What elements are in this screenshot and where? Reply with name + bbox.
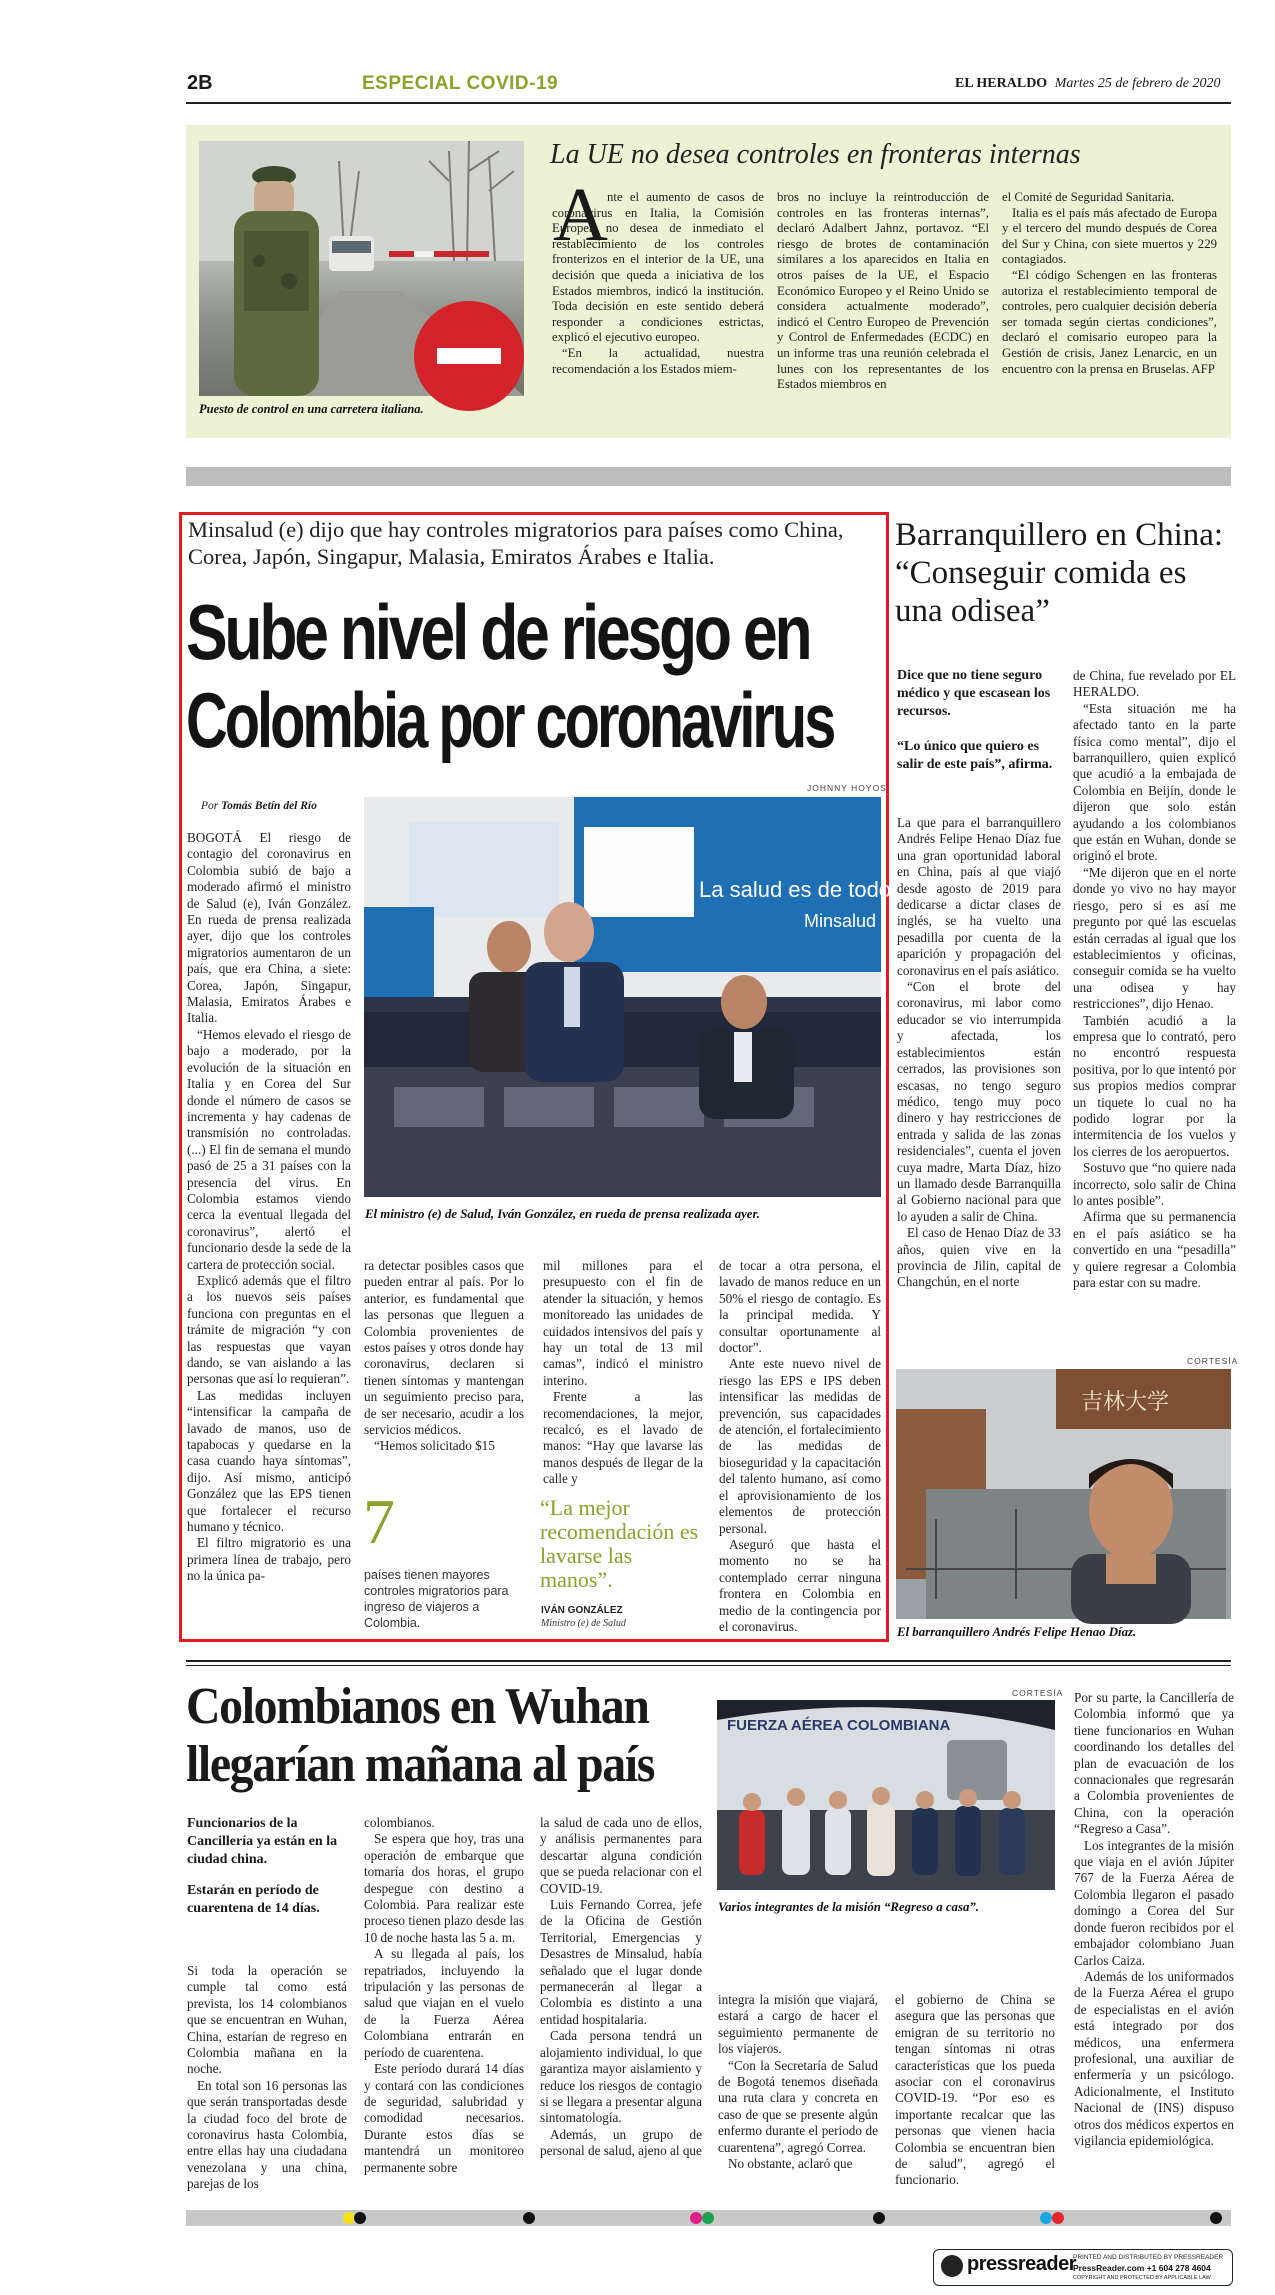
- register-dot-black: [354, 2212, 366, 2224]
- ue-photo: [199, 141, 524, 396]
- main-photo-credit: JOHNNY HOYOS: [807, 783, 887, 793]
- pressreader-line-2: PressReader.com +1 604 278 4604: [1073, 2263, 1211, 2273]
- wuhan-photo-credit: CORTESÍA: [1012, 1688, 1064, 1698]
- china-col2-para: Sostuvo que “no quiere nada incorrecto, solo salir de China lo antes posible”.: [1073, 1160, 1236, 1208]
- ue-col3-para: el Comité de Seguridad Sanitaria.: [1002, 190, 1175, 204]
- wuhan-col2-para: Se espera que hoy, tras una operación de embarque que tomaría dos horas, el grupo despegue con destino a Colombia. Para realizar este proceso tienen plazo desde las 10 de noche hasta las 5 a. m.: [364, 1831, 524, 1945]
- pressreader-logo-icon: [941, 2255, 963, 2277]
- wuhan-col6-para: Además de los uniformados de la Fuerza Aérea el grupo de especialistas en el avión está integrado por dos médicos, una enfermera profesional, una auxiliar de enfermería y un psicólogo. Adicionalmente, el Instituto Nacional de (INS) dispuso otros dos médicos expertos en vigilancia epidemiológica.: [1074, 1968, 1234, 2148]
- wuhan-col3-para: Luis Fernando Correa, jefe de la Oficina de Gestión Territorial, Emergencias y Desastres de Minsalud, había señalado que el lugar donde permanecerán al llegar a Colombia es distinto a una entidad hospitalaria.: [540, 1897, 702, 2027]
- ue-dropcap: A: [553, 173, 608, 257]
- pressreader-brand: pressreader: [967, 2253, 1077, 2275]
- ue-col3-para: “El código Schengen en las fronteras autoriza el restablecimiento temporal de controles, pero cualquier decisión debería ser tomada según ciertas condiciones”, declaró el comisario europeo para la Gestión de crisis, Janez Lenarcic, en un encuentro con la prensa en Bruselas. AFP: [1002, 267, 1217, 376]
- china-col2-para: “Esta situación me ha afectado tanto en la parte física como mental”, dijo el barranquillero, quien explicó que acudió a la embajada de Colombia en Beijín, donde le dijeron que solo están ayudando a los colombianos que están en Wuhan, donde se originó el brote.: [1073, 700, 1236, 864]
- wuhan-col3-para: la salud de cada uno de ellos, y análisis permanentes para descartar alguna condición que se pueda relacionar con el COVID-19.: [540, 1815, 702, 1896]
- wuhan-photo-sign: FUERZA AÉREA COLOMBIANA: [727, 1717, 951, 1734]
- wuhan-photo: [717, 1700, 1055, 1890]
- china-deck-1: Dice que no tiene seguro médico y que escasean los recursos.: [897, 668, 1051, 719]
- photo-sign-text: La salud es de todos: [699, 877, 903, 902]
- main-col1-para: El filtro migratorio es una primera línea de trabajo, pero no la única pa-: [187, 1535, 351, 1584]
- selfie-illustration: [896, 1369, 1231, 1619]
- main-col4-para: Aseguró que hasta el momento no se ha contemplado cerrar ninguna frontera en Colombia en medio de la contingencia por el coronavirus.: [719, 1536, 881, 1634]
- wuhan-column-2: [364, 1815, 524, 2176]
- ue-column-3: [1002, 190, 1217, 377]
- wuhan-col1-para: En total son 16 personas las que serán transportadas desde la ciudad foco del brote de coronavirus hasta Colombia, entre ellas hay una ciudadana venezolana y una china, parejas de los: [187, 2077, 347, 2192]
- wuhan-column-3: [540, 1815, 702, 2160]
- china-deck-2: “Lo único que quiero es salir de este país”, afirma.: [897, 739, 1053, 772]
- pull-quote: “La mejor recomendación es lavarse las manos”.: [540, 1495, 699, 1592]
- china-col2-para: de China, fue revelado por EL HERALDO.: [1073, 668, 1236, 700]
- main-col2-para: ra detectar posibles casos que pueden entrar al país. Por lo anterior, es fundamental que las personas que lleguen a Colombia provenientes de estos países y otros donde hay coronavirus, declaren si tienen síntomas y mantengan un seguimiento preciso para, de ser necesario, acudir a los servicios médicos.: [364, 1258, 524, 1438]
- main-col1-para: “Hemos elevado el riesgo de bajo a moderado, por la evolución de la situación en Italia y en Corea del Sur donde el número de casos se incrementa y hay cadenas de transmisión no controladas. (...) El fin de semana el mundo pasó de 25 a 31 países con la presencia del virus. En Colombia estamos viendo cerca la eventual llegada del coronavirus”, alertó el funcionario desde la sede de la cartera de protección social.: [187, 1026, 351, 1272]
- photo-sign-brand: Minsalud: [804, 911, 877, 931]
- checkpoint-illustration: [199, 141, 524, 396]
- wuhan-col6-para: Por su parte, la Cancillería de Colombia informó que ya tiene funcionarios en Wuhan coordinando los detalles del plan de evacuación de los connacionales que regresarán a Colombia provenientes de China, con la operación “Regreso a Casa”.: [1074, 1690, 1234, 1837]
- stat-number: 7: [363, 1486, 395, 1557]
- ue-headline: La UE no desea controles en fronteras internas: [550, 139, 1081, 170]
- register-dot-black: [523, 2212, 535, 2224]
- wuhan-col5-para: el gobierno de China se asegura que las personas que emigran de su territorio no tengan síntomas ni otras características que los pueda asociar con el coronavirus COVID-19. “Por eso es importante recalcar que las personas que vienen hacia Colombia se encuentran bien de salud”, agregó el funcionario.: [895, 1992, 1055, 2188]
- china-col2-para: También acudió a la empresa que lo contrató, pero no encontró respuesta positiva, por lo que intentó por sus propios medios comprar un tiquete lo cual no ha podido lograr por la intermitencia de los vuelos y los cierres de los aeropuertos.: [1073, 1012, 1236, 1159]
- paper-name: EL HERALDO: [955, 76, 1048, 91]
- main-col1-para: Las medidas incluyen “intensificar la campaña de lavado de manos, uso de tapabocas y quedarse en la casa cuando haya síntomas”, dijo. Así mismo, anticipó González que las EPS tienen que fortalecer el recurso humano y técnico.: [187, 1387, 351, 1535]
- register-dot-magenta: [690, 2212, 702, 2224]
- section-rule: [186, 1660, 1231, 1662]
- main-column-2: [364, 1258, 524, 1455]
- wuhan-col3-para: Cada persona tendrá un alojamiento individual, lo que garantiza mayor aislamiento y reduce los riesgos de contagio si se llegara a presentar alguna sintomatología.: [540, 2028, 702, 2126]
- wuhan-column-6: [1074, 1690, 1234, 2149]
- ue-column-1: [552, 190, 764, 377]
- byline-name: Tomás Betín del Río: [221, 800, 317, 812]
- main-headline: [186, 588, 886, 764]
- pressreader-line-3: COPYRIGHT AND PROTECTED BY APPLICABLE LAW: [1073, 2275, 1211, 2281]
- wuhan-column-4: [718, 1992, 878, 2172]
- china-col1-para: El caso de Henao Díaz de 33 años, quien vive en la provincia de Jilin, capital de Changchún, en el norte: [897, 1225, 1061, 1290]
- main-byline: [201, 800, 317, 812]
- header-rule: [186, 102, 1231, 104]
- main-headline-line: Sube nivel de riesgo en: [186, 588, 810, 676]
- register-dot-black: [873, 2212, 885, 2224]
- main-col4-para: de tocar a otra persona, el lavado de manos reduce en un 50% el riesgo de contagio. Es la principal medida. Y consultar oportunamente al doctor”.: [719, 1258, 881, 1356]
- wuhan-column-1: [187, 1963, 347, 2193]
- china-photo-credit: CORTESÍA: [1187, 1356, 1239, 1366]
- main-photo: [364, 797, 903, 1197]
- main-headline-line: Colombia por coronavirus: [186, 676, 834, 764]
- wuhan-col4-para: integra la misión que viajará, estará a cargo de hacer el seguimiento permanente de los viajeros.: [718, 1992, 878, 2057]
- china-photo: [896, 1369, 1231, 1619]
- main-col1-para: Explicó además que el filtro a los nuevos seis países funciona con preguntas en el trámite de migración “y con las respuestas que vayan dando, se van aislando a las personas que así lo requieran”.: [187, 1272, 351, 1387]
- china-col2-para: “Me dijeron que en el norte donde yo vivo no hay mayor riesgo, pero si es así me pregunto por qué las escuelas están cerradas al igual que los establecimientos y oficinas, conseguir comida se ha vuelto una odisea y hay restricciones”, dijo Henao.: [1073, 864, 1236, 1012]
- register-dot-black: [1210, 2212, 1222, 2224]
- main-col3-para: Frente a las recomendaciones, la mejor, recalcó, es el lavado de manos: “Hay que lavarse las manos después de llegar de la calle y: [543, 1389, 703, 1487]
- china-col1-para: La que para el barranquillero Andrés Felipe Henao Díaz fue una gran oportunidad laboral en China, país al que viajó desde agosto de 2019 para dedicarse a dictar clases de inglés, se ha vuelto una pesadilla por cuenta de la aparición y propagación del coronavirus en el país asiático.: [897, 815, 1061, 978]
- header-dateline: [955, 76, 1220, 92]
- ue-col1-para: “En la actualidad, nuestra recomendación a los Estados miem-: [552, 345, 764, 376]
- register-dot-red: [1052, 2212, 1064, 2224]
- main-photo-caption: El ministro (e) de Salud, Iván González, en rueda de prensa realizada ayer.: [365, 1207, 760, 1221]
- main-kicker: Minsalud (e) dijo que hay controles migratorios para países como China, Corea, Japón, Singapur, Malasia, Emiratos Árabes e Italia.: [188, 517, 844, 569]
- section-rule-thin: [186, 1665, 1231, 1666]
- gray-divider-bar: [186, 467, 1231, 486]
- main-col4-para: Ante este nuevo nivel de riesgo las EPS e IPS deben intensificar las medidas de prevención, sus capacidades de atención, el fortalecimiento de las medidas de bioseguridad y la capacitación del talento humano, así como el aprovisionamiento de los elementos de protección personal.: [719, 1356, 881, 1536]
- wuhan-col6-para: Los integrantes de la misión que viaja en el avión Júpiter 767 de la Fuerza Aérea de Colombia llegaron el pasado domingo a Corea del Sur donde fueron recibidos por el embajador colombiano Juan Carlos Caiza.: [1074, 1837, 1234, 1968]
- aircraft-team-illustration: [717, 1700, 1055, 1890]
- china-col2-para: Afirma que su permanencia en el país asiático se ha convertido en una “pesadilla” y quiere regresar a Colombia para estar con su madre.: [1073, 1209, 1236, 1291]
- main-column-4: [719, 1258, 881, 1635]
- main-column-3: [543, 1258, 703, 1488]
- quote-attribution-name: IVÁN GONZÁLEZ: [541, 1605, 623, 1616]
- wuhan-headline-line: Colombianos en Wuhan: [186, 1678, 649, 1735]
- section-title: ESPECIAL COVID-19: [362, 73, 559, 94]
- china-photo-caption: El barranquillero Andrés Felipe Henao Díaz.: [897, 1625, 1137, 1639]
- stat-text: países tienen mayores controles migratorios para ingreso de viajeros a Colombia.: [364, 1568, 509, 1630]
- press-conference-illustration: [364, 797, 903, 1197]
- wuhan-col1-para: Si toda la operación se cumple tal como está prevista, los 14 colombianos que se encuentran en Wuhan, China, estarían de regreso en Colombia mañana en la noche.: [187, 1963, 347, 2077]
- wuhan-photo-caption: Varios integrantes de la misión “Regreso a casa”.: [718, 1900, 979, 1914]
- issue-date: Martes 25 de febrero de 2020: [1054, 76, 1221, 91]
- wuhan-col2-para: colombianos.: [364, 1815, 435, 1830]
- register-dot-green: [702, 2212, 714, 2224]
- wuhan-deck-2: Estarán en período de cuarentena de 14 días.: [187, 1883, 320, 1916]
- byline-prefix: Por: [201, 800, 219, 812]
- wuhan-deck-1: Funcionarios de la Cancillería ya están en la ciudad china.: [187, 1816, 338, 1867]
- wuhan-col2-para: Este período durará 14 días y contará con las condiciones de seguridad, salubridad y comodidad necesarios. Durante estos días se mantendrá un monitoreo permanente sobre: [364, 2061, 524, 2175]
- pressreader-line-1: PRINTED AND DISTRIBUTED BY PRESSREADER: [1073, 2254, 1224, 2261]
- wuhan-column-5: [895, 1992, 1055, 2189]
- china-col1-para: “Con el brote del coronavirus, mi labor como educador se vio interrumpida y afectada, los establecimientos están cerrados, las provisiones son escasas, no tengo seguro médico, tengo muy poco dinero y hay restricciones de entrada y salida de las zonas residenciales”, cuenta el joven cuya madre, Marta Díaz, hizo un llamado desde Barranquilla al Gobierno nacional para que lo ayuden a salir de China.: [897, 979, 1061, 1224]
- wuhan-col4-para: “Con la Secretaría de Salud de Bogotá tenemos diseñada una ruta clara y concreta en caso de que se presente algún enfermo durante el periodo de cuarentena”, agregó Correa.: [718, 2057, 878, 2155]
- main-col3-para: mil millones para el presupuesto con el fin de atender la situación, y hemos monitoreado las unidades de cuidados intensivos del país y hay un total de 13 mil camas”, indicó el ministro interino.: [543, 1258, 703, 1388]
- china-column-2: [1073, 668, 1236, 1291]
- china-headline: Barranquillero en China: “Conseguir comida es una odisea”: [895, 517, 1224, 629]
- ue-col2-para: bros no incluye la reintroducción de controles en las fronteras internas”, declaró Adalbert Jahnz, portavoz. “El riesgo de brotes de contaminación similares a los aparecidos en Italia en otros países de la UE, el Espacio Económico Europeo y el Reino Unido se considera actualmente moderado”, indicó el Centro Europeo de Prevención y Control de Enfermedades (ECDC) en un informe tras una reunión celebrada el lunes con los representantes de los Estados miembros en: [777, 190, 989, 392]
- quote-attribution-role: Ministro (e) de Salud: [541, 1618, 626, 1629]
- main-column-1: [187, 830, 351, 1585]
- page-number: 2B: [187, 72, 213, 94]
- register-dot-cyan: [1040, 2212, 1052, 2224]
- wuhan-headline-line: llegarían mañana al país: [186, 1736, 654, 1793]
- ue-col3-para: Italia es el país más afectado de Europa y el tercero del mundo después de Corea del Sur y China, con siete muertos y 229 contagiados.: [1002, 205, 1217, 267]
- wuhan-col2-para: A su llegada al país, los repatriados, incluyendo la tripulación y las personas de salud que viajan en el vuelo de la Fuerza Aérea Colombiana entrarán en período de cuarentena.: [364, 1946, 524, 2060]
- main-col2-para: “Hemos solicitado $15: [374, 1438, 495, 1454]
- china-photo-sign: 吉林大学: [1081, 1390, 1170, 1415]
- ue-column-2: [777, 190, 989, 393]
- main-col1-para: BOGOTÁ El riesgo de contagio del coronavirus en Colombia subió de bajo a moderado afirmó el ministro de Salud (e), Iván González. En rueda de prensa realizada ayer, dijo que los controles migratorios aumentaron de un país, que era China, a siete: Corea, Japón, Singapur, Malasia, Emiratos Árabes e Italia.: [187, 830, 351, 1026]
- ue-col1-para: nte el aumento de casos de coronavirus en Italia, la Comisión Europea no desea de inmediato el restablecimiento de los controles fronterizos en el interior de la UE, una decisión que queda a iniciativa de los Estados miembros, indicó la institución. Toda decisión en este sentido deberá responder a condiciones estrictas, explicó el ejecutivo europeo.: [552, 190, 764, 345]
- wuhan-headline: [186, 1678, 726, 1794]
- ue-photo-caption: Puesto de control en una carretera italiana.: [199, 402, 424, 416]
- china-column-1: [897, 815, 1061, 1291]
- wuhan-col3-para: Además, un grupo de personal de salud, ajeno al que: [540, 2126, 702, 2159]
- wuhan-col4-para: No obstante, aclaró que: [728, 2156, 853, 2172]
